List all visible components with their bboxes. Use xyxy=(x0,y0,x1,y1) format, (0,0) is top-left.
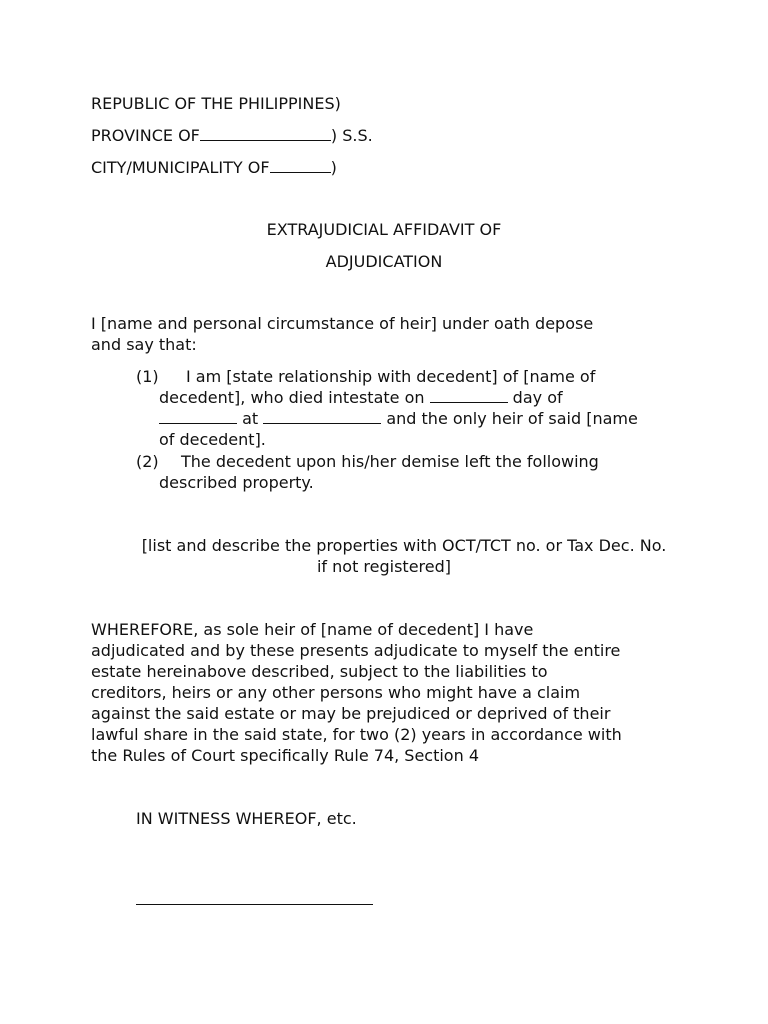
document-title-line2: ADJUDICATION xyxy=(325,252,443,271)
item1-number: (1) xyxy=(136,367,159,386)
venue-province-suffix: ) S.S. xyxy=(330,126,373,145)
item2-line2: described property. xyxy=(159,473,314,492)
item1-line3 xyxy=(159,408,638,429)
property-note-line2: if not registered] xyxy=(316,557,452,576)
wherefore-line: lawful share in the said state, for two (2) years in accordance with xyxy=(91,725,622,744)
item1-line1: I am [state relationship with decedent] of [name of xyxy=(186,367,596,386)
venue-republic: REPUBLIC OF THE PHILIPPINES) xyxy=(91,94,341,113)
venue-province-prefix: PROVINCE OF xyxy=(91,126,200,145)
wherefore-line: creditors, heirs or any other persons who might have a claim xyxy=(91,683,581,702)
item1-line4: of decedent]. xyxy=(159,430,266,449)
intro-line: I [name and personal circumstance of heir] under oath depose xyxy=(91,314,594,333)
property-note-line1: [list and describe the properties with OCT/TCT no. or Tax Dec. No. xyxy=(141,536,667,555)
venue-city xyxy=(91,157,337,178)
venue-province xyxy=(91,125,373,146)
item1-line2-text-b: day of xyxy=(507,388,563,407)
death-month-blank xyxy=(159,410,237,424)
wherefore-line: WHEREFORE, as sole heir of [name of decedent] I have xyxy=(91,620,534,639)
item2-line1: The decedent upon his/her demise left the following xyxy=(181,452,599,471)
item1-line3-text-b: and the only heir of said [name xyxy=(381,409,638,428)
wherefore-line: estate hereinabove described, subject to the liabilities to xyxy=(91,662,548,681)
witness-clause: IN WITNESS WHEREOF, etc. xyxy=(136,809,357,828)
item1-line3-text: at xyxy=(237,409,264,428)
signature-line xyxy=(136,904,373,905)
city-blank xyxy=(270,159,331,173)
item2-number: (2) xyxy=(136,452,159,471)
document-title-line1: EXTRAJUDICIAL AFFIDAVIT OF xyxy=(266,220,502,239)
venue-city-prefix: CITY/MUNICIPALITY OF xyxy=(91,158,270,177)
item1-line2-text: decedent], who died intestate on xyxy=(159,388,430,407)
intro-paragraph xyxy=(91,313,593,355)
item1-line2 xyxy=(159,387,563,408)
wherefore-line: adjudicated and by these presents adjudicate to myself the entire xyxy=(91,641,621,660)
venue-city-suffix: ) xyxy=(330,158,337,177)
intro-line: and say that: xyxy=(91,335,197,354)
wherefore-line: the Rules of Court specifically Rule 74, Section 4 xyxy=(91,746,479,765)
death-date-blank xyxy=(430,389,508,403)
province-blank xyxy=(200,127,331,141)
wherefore-line: against the said estate or may be prejudiced or deprived of their xyxy=(91,704,611,723)
wherefore-paragraph xyxy=(91,619,622,766)
death-place-blank xyxy=(263,410,381,424)
